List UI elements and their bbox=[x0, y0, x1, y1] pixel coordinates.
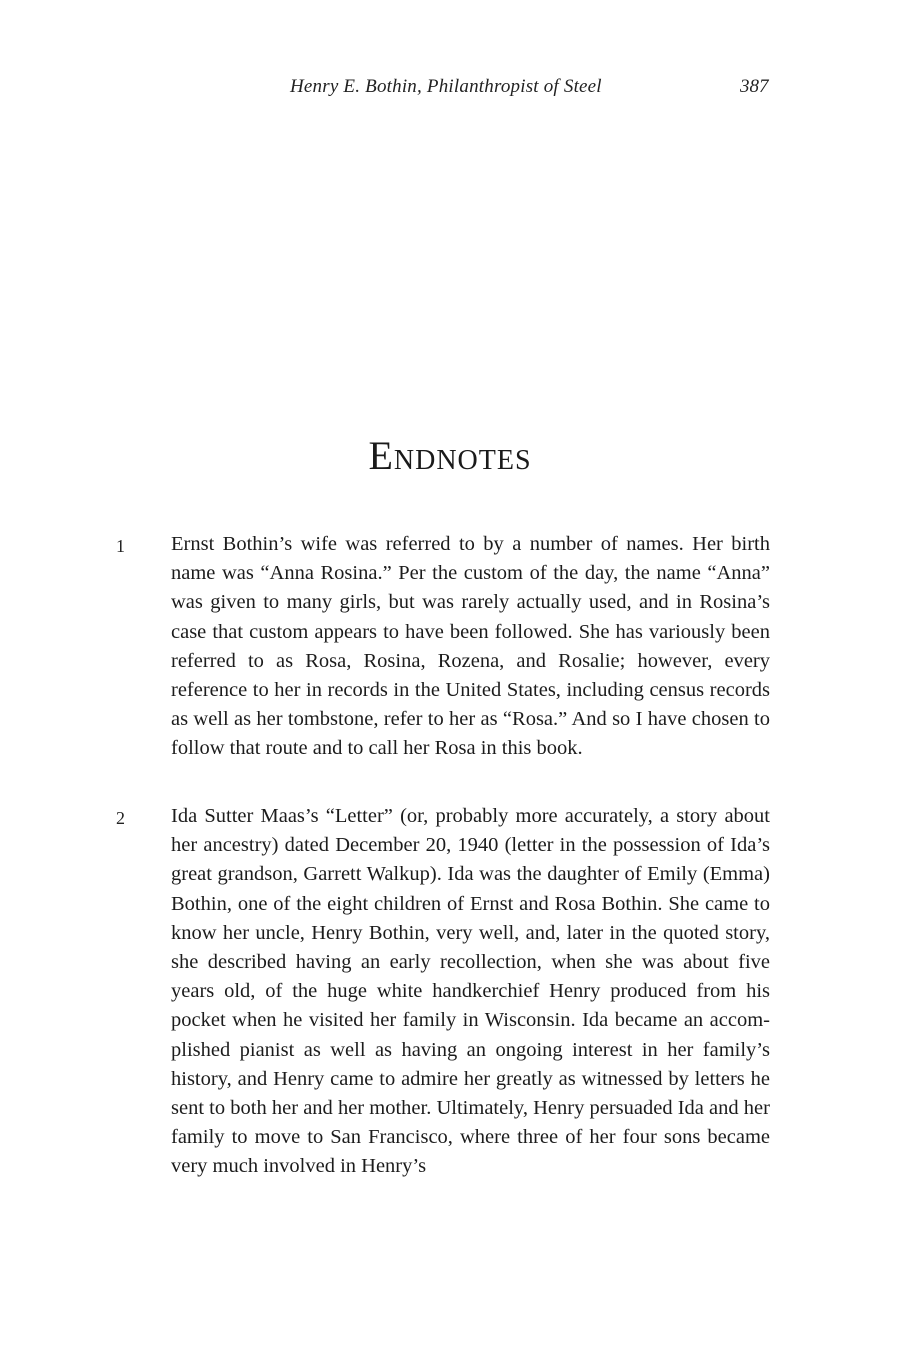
page-number: 387 bbox=[740, 76, 769, 97]
endnote-number: 1 bbox=[116, 536, 125, 556]
endnote-text: Ernst Bothin’s wife was referred to by a number of names. Her birth name was “Anna Rosina.” Per the custom of the day, the name “Anna” was given to many girls, but was rarely actually used, and in Rosina’s case that custom appears to have been followed. She has variously been referred to as Rosa, Rosina, Rozena, and Rosalie; however, every reference to her in records in the United States, including census records as well as her tombstone, refer to her as “Rosa.” And so I have chosen to follow that route and to call her Rosa in this book. bbox=[171, 533, 770, 760]
running-title: Henry E. Bothin, Philanthropist of Steel bbox=[290, 76, 602, 97]
endnote-number: 2 bbox=[116, 808, 125, 828]
section-heading: Endnotes bbox=[368, 433, 532, 478]
endnote-text: Ida Sutter Maas’s “Letter” (or, probably more accurately, a story about her ancestry) dated December 20, 1940 (letter in the possession of Ida’s great grandson, Garrett Walkup). Ida was the daughter of Emily (Emma) Bothin, one of the eight children of Ernst and Rosa Bothin. She came to know her uncle, Henry Bothin, very well, and, later in the quoted story, she described having an early recollection, when she was about five years old, of the huge white handkerchief Henry produced from his pocket when he visited her family in Wisconsin. Ida became an accomplished pianist as well as having an ongoing interest in her family’s history, and Henry came to admire her greatly as witnessed by letters he sent to both her and her mother. Ultimately, Henry persuaded Ida and her family to move to San Francisco, where three of her four sons became very much involved in Henry’s bbox=[171, 805, 770, 1178]
running-head bbox=[0, 76, 900, 102]
